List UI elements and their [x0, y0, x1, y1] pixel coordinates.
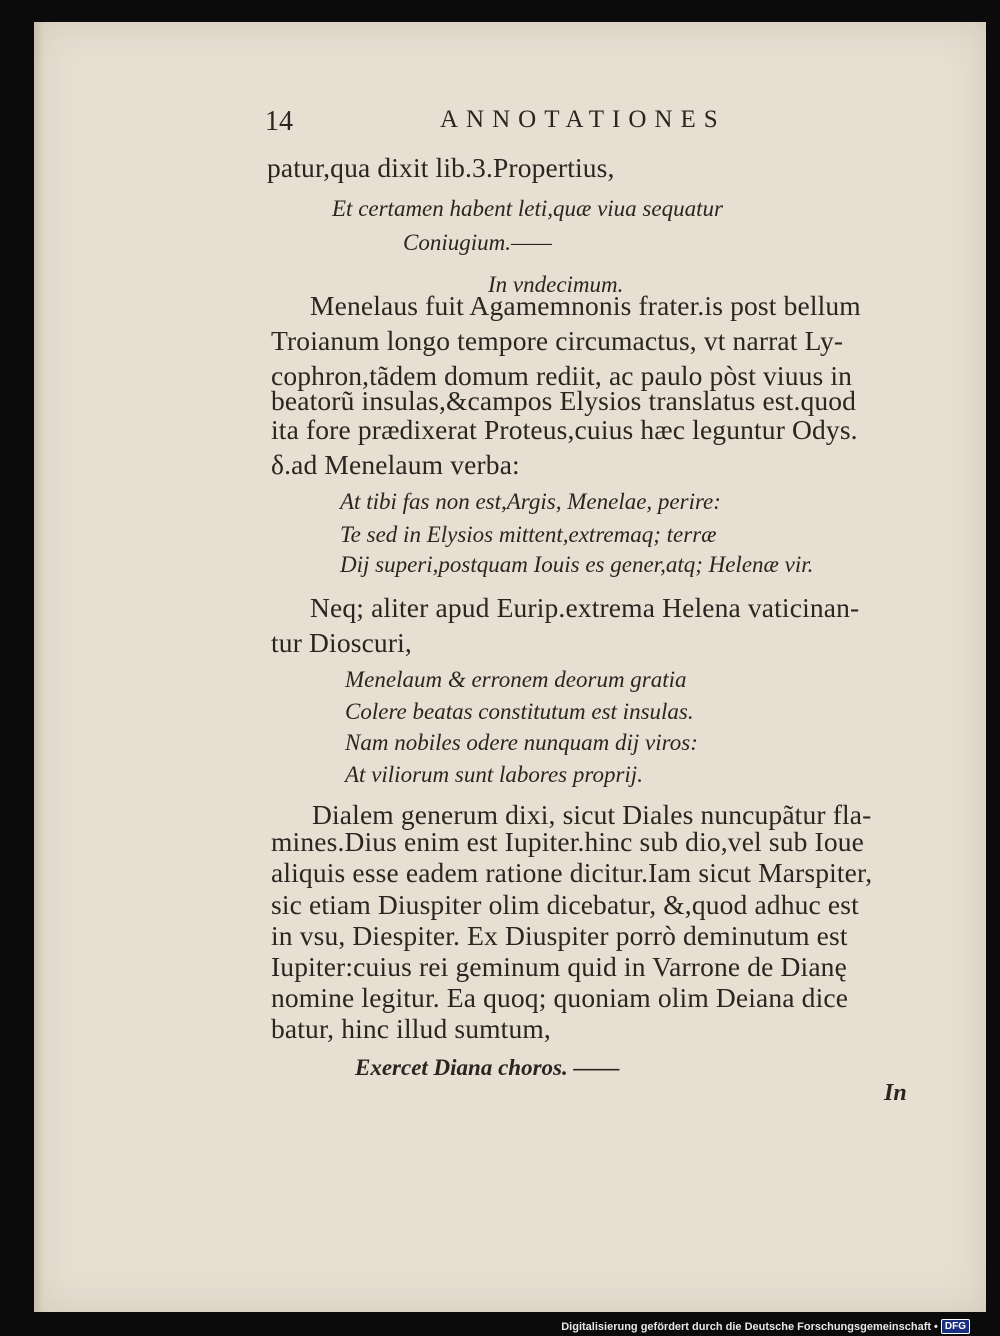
text-line: batur, hinc illud sumtum,	[271, 1013, 551, 1044]
credit-text: Digitalisierung gefördert durch die Deutsche Forschungsgemeinschaft	[561, 1320, 932, 1333]
verse-line: Menelaum & erronem deorum gratia	[345, 667, 687, 692]
section-heading: In vndecimum.	[488, 272, 624, 297]
verse-line: Exercet Diana choros. ——	[355, 1055, 620, 1080]
text-line: δ.ad Menelaum verba:	[271, 449, 520, 480]
verse-line: At tibi fas non est,Argis, Menelae, perire:	[340, 489, 721, 514]
catchword: In	[884, 1080, 907, 1106]
running-title: ANNOTATIONES	[440, 106, 726, 133]
text-line: mines.Dius enim est Iupiter.hinc sub dio,vel sub Ioue	[271, 826, 865, 857]
verse-line: Coniugium.——	[403, 230, 552, 255]
text-line: aliquis esse eadem ratione dicitur.Iam sicut Marspiter,	[271, 857, 873, 888]
page-gutter-shadow	[34, 22, 44, 1312]
verse-line: Et certamen habent leti,quæ viua sequatur	[332, 196, 723, 221]
dfg-logo-icon: DFG	[941, 1319, 970, 1334]
text-line: tur Dioscuri,	[271, 627, 412, 658]
page-number: 14	[265, 106, 293, 137]
text-line: ita fore prædixerat Proteus,cuius hæc leguntur Odys.	[271, 414, 858, 445]
text-line: Troianum longo tempore circumactus, vt narrat Ly-	[271, 325, 844, 356]
verse-line: Dij superi,postquam Iouis es gener,atq; Helenæ vir.	[340, 552, 814, 577]
verse-line: Nam nobiles odere nunquam dij viros:	[345, 730, 698, 755]
text-line: Dialem generum dixi, sicut Diales nuncupãtur fla-	[312, 799, 872, 830]
digitization-credit	[561, 1319, 970, 1334]
text-line: Neq; aliter apud Eurip.extrema Helena vaticinan-	[310, 592, 860, 623]
text-line: Iupiter:cuius rei geminum quid in Varrone de Dianę	[271, 951, 847, 982]
text-line: cophron,tãdem domum rediit, ac paulo pòst viuus in	[271, 360, 853, 391]
verse-line: At viliorum sunt labores proprij.	[345, 762, 643, 787]
text-line: beatorũ insulas,&campos Elysios translatus est.quod	[271, 385, 857, 416]
text-line: sic etiam Diuspiter olim dicebatur, &,quod adhuc est	[271, 889, 859, 920]
text-line: nomine legitur. Ea quoq; quoniam olim Deiana dice	[271, 982, 849, 1013]
text-line: patur,qua dixit lib.3.Propertius,	[267, 152, 615, 183]
verse-line: Te sed in Elysios mittent,extremaq; terræ	[340, 522, 717, 547]
verse-line: Colere beatas constitutum est insulas.	[345, 699, 694, 724]
bullet-separator: •	[934, 1320, 938, 1333]
text-line: in vsu, Diespiter. Ex Diuspiter porrò deminutum est	[271, 920, 848, 951]
text-line: Menelaus fuit Agamemnonis frater.is post bellum	[310, 290, 861, 321]
